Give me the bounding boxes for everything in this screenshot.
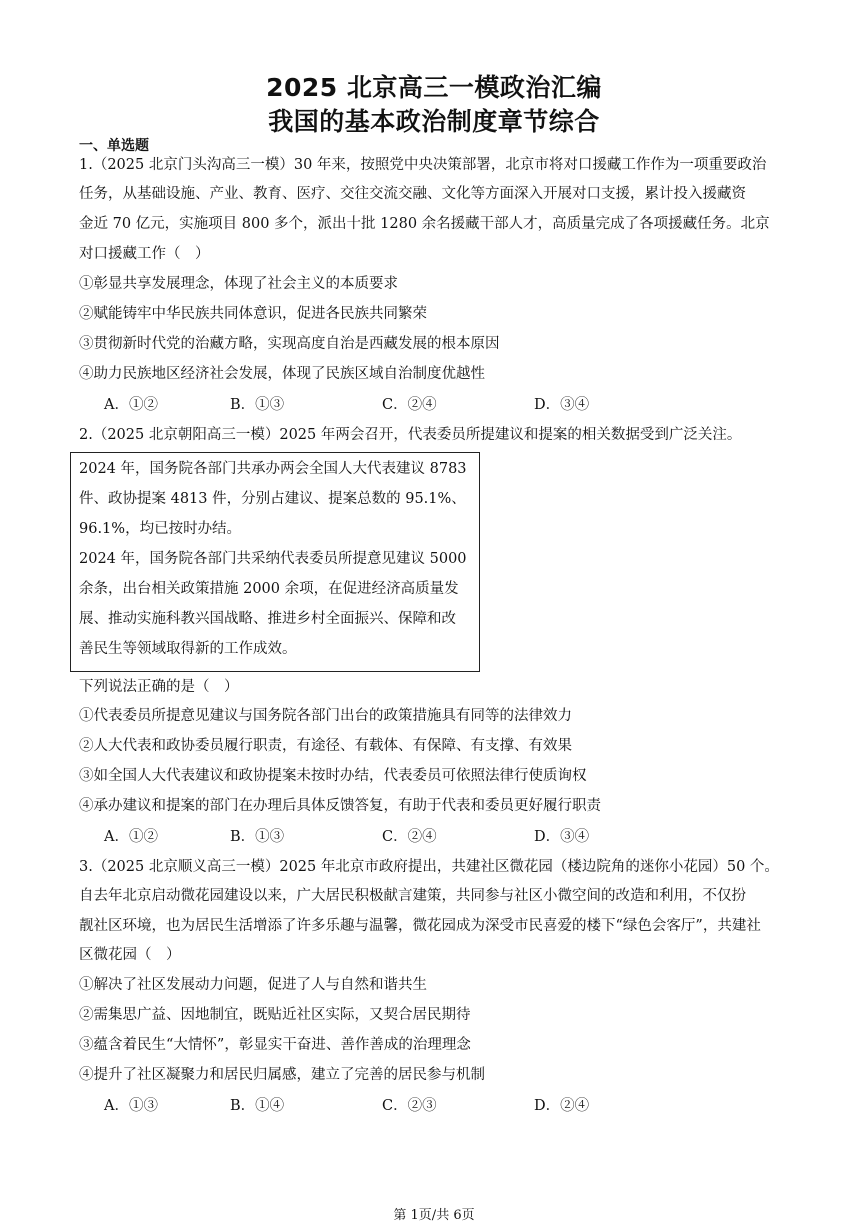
q1-stem-line: 金近 70 亿元，实施项目 800 多个，派出十批 1280 余名援藏干部人才，高质量完成了各项援藏任务。北京 [79,216,770,232]
q1-option-d: D．③④ [534,397,590,413]
q3-item: ②需集思广益、因地制宜，既贴近社区实际，又契合居民期待 [79,1007,471,1023]
q1-option-a: A．①② [104,397,158,413]
q2-box-line: 96.1%，均已按时办结。 [79,521,242,537]
q2-box-line: 展、推动实施科教兴国战略、推进乡村全面振兴、保障和改 [79,611,456,627]
q3-option-a: A．①③ [104,1098,158,1114]
q1-stem-line: 1.（2025 北京门头沟高三一模）30 年来，按照党中央决策部署，北京市将对口援藏工作作为一项重要政治 [79,157,767,173]
q3-option-c: C．②③ [382,1098,437,1114]
q1-item: ③贯彻新时代党的治藏方略，实现高度自治是西藏发展的根本原因 [79,336,500,352]
page-footer: 第 1页/共 6页 [393,1208,475,1223]
q2-item: ①代表委员所提意见建议与国务院各部门出台的政策措施具有同等的法律效力 [79,708,572,724]
q2-box-line: 件、政协提案 4813 件，分别占建议、提案总数的 95.1%、 [79,491,466,507]
q1-item: ④助力民族地区经济社会发展，体现了民族区域自治制度优越性 [79,366,485,382]
q2-box-line: 2024 年，国务院各部门共采纳代表委员所提意见建议 5000 [79,551,467,567]
q1-option-b: B．①③ [230,397,285,413]
q3-item: ③蕴含着民生“大情怀”，彰显实干奋进、善作善成的治理理念 [79,1037,471,1053]
q1-item: ②赋能铸牢中华民族共同体意识，促进各民族共同繁荣 [79,306,427,322]
q2-box-line: 余条，出台相关政策措施 2000 余项，在促进经济高质量发 [79,581,459,597]
q1-stem-line: 任务，从基础设施、产业、教育、医疗、交往交流交融、文化等方面深入开展对口支援，累计投入援藏资 [79,186,746,202]
q3-item: ④提升了社区凝聚力和居民归属感，建立了完善的居民参与机制 [79,1067,485,1083]
document-title-line2: 我国的基本政治制度章节综合 [268,107,600,136]
q3-stem-line: 靓社区环境，也为居民生活增添了许多乐趣与温馨，微花园成为深受市民喜爱的楼下“绿色会客厅”，共建社 [79,918,761,934]
q1-option-c: C．②④ [382,397,437,413]
q2-option-c: C．②④ [382,829,437,845]
q2-option-d: D．③④ [534,829,590,845]
q2-item: ③如全国人大代表建议和政协提案未按时办结，代表委员可依照法律行使质询权 [79,768,587,784]
q1-item: ①彰显共享发展理念，体现了社会主义的本质要求 [79,276,398,292]
q2-box-line: 2024 年，国务院各部门共承办两会全国人大代表建议 8783 [79,461,467,477]
q2-option-a: A．①② [104,829,158,845]
document-title-line1: 2025 北京高三一模政治汇编 [266,73,602,102]
q3-item: ①解决了社区发展动力问题，促进了人与自然和谐共生 [79,977,427,993]
q2-stem: 2.（2025 北京朝阳高三一模）2025 年两会召开，代表委员所提建议和提案的相关数据受到广泛关注。 [79,427,742,443]
q3-option-b: B．①④ [230,1098,285,1114]
q2-question: 下列说法正确的是（ ） [79,679,239,695]
q2-box-line: 善民生等领域取得新的工作成效。 [79,641,297,657]
q3-stem-line: 区微花园（ ） [79,947,181,963]
q2-option-b: B．①③ [230,829,285,845]
q2-item: ②人大代表和政协委员履行职责，有途径、有载体、有保障、有支撑、有效果 [79,738,572,754]
q3-option-d: D．②④ [534,1098,590,1114]
q1-stem-line: 对口援藏工作（ ） [79,246,210,262]
section-heading: 一、单选题 [79,138,149,154]
q3-stem-line: 自去年北京启动微花园建设以来，广大居民积极献言建策，共同参与社区小微空间的改造和利用，不仅扮 [79,888,746,904]
q3-stem-line: 3.（2025 北京顺义高三一模）2025 年北京市政府提出，共建社区微花园（楼边院角的迷你小花园）50 个。 [79,859,779,875]
q2-item: ④承办建议和提案的部门在办理后具体反馈答复，有助于代表和委员更好履行职责 [79,798,601,814]
